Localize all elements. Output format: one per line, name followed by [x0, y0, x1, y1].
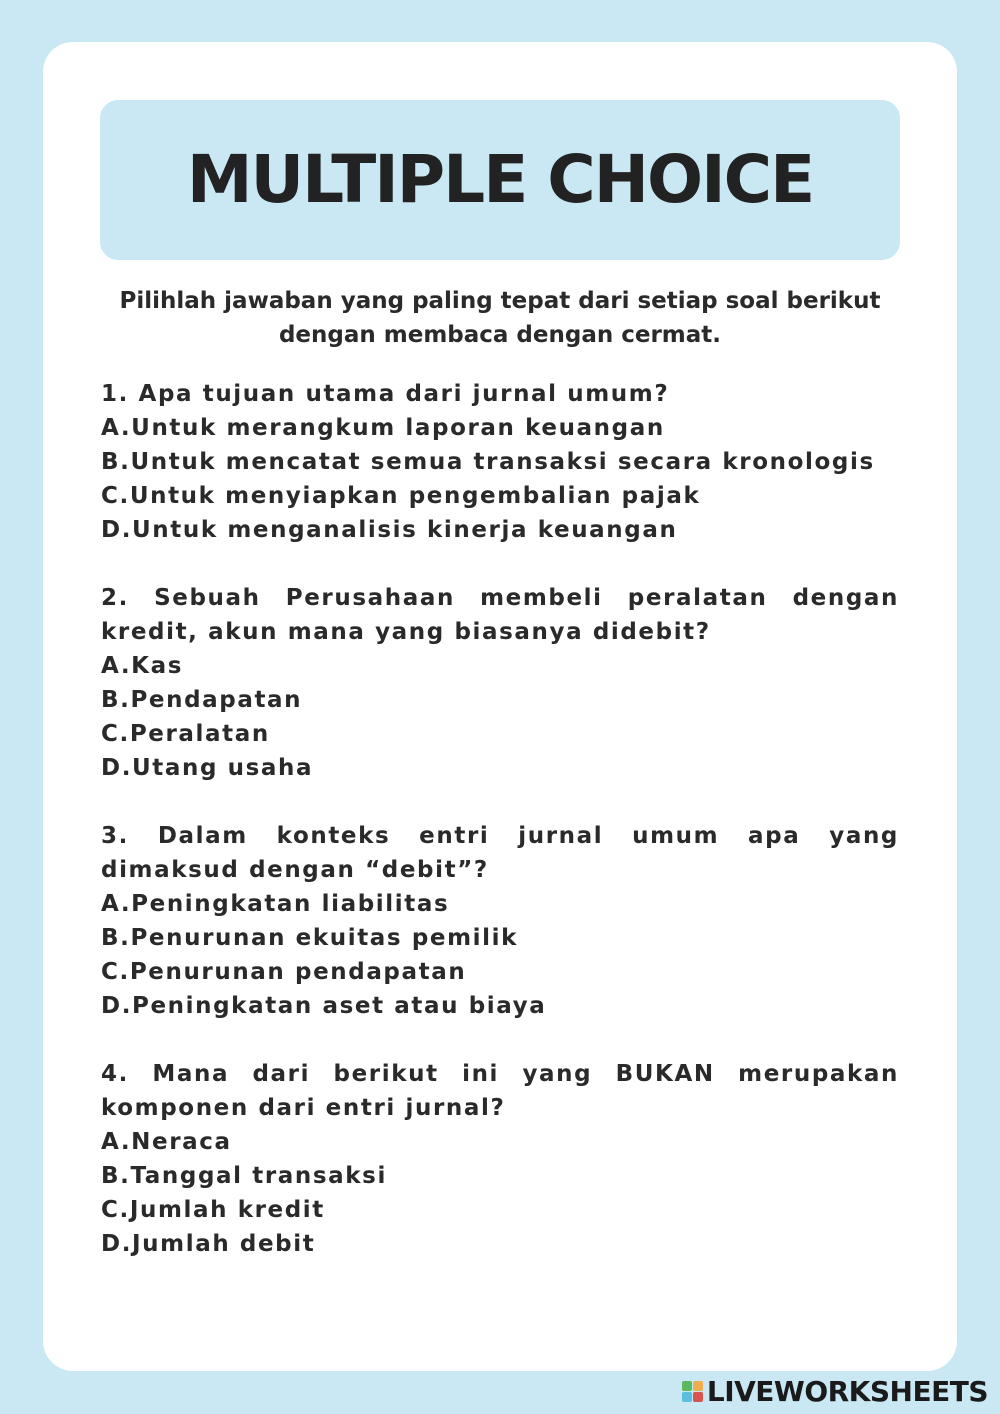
- option-d: D.Untuk menganalisis kinerja keuangan: [101, 517, 678, 543]
- option-c: C.Jumlah kredit: [101, 1197, 325, 1223]
- logo-square-red: [693, 1392, 703, 1402]
- question-text: 4. Mana dari berikut ini yang BUKAN merupakan komponen dari entri jurnal?: [101, 1061, 899, 1121]
- option-c: C.Penurunan pendapatan: [101, 959, 467, 985]
- option-b: B.Untuk mencatat semua transaksi secara kronologis: [101, 449, 875, 475]
- question-text: 1. Apa tujuan utama dari jurnal umum?: [101, 381, 670, 407]
- option-c: C.Peralatan: [101, 721, 270, 747]
- option-d: D.Jumlah debit: [101, 1231, 316, 1257]
- option-c: C.Untuk menyiapkan pengembalian pajak: [101, 483, 701, 509]
- question-list: [101, 377, 899, 1295]
- option-a: A.Untuk merangkum laporan keuangan: [101, 415, 665, 441]
- question-2: [101, 581, 899, 785]
- logo-text: LIVEWORKSHEETS: [706, 1375, 988, 1408]
- option-a: A.Kas: [101, 653, 183, 679]
- title-banner: [100, 100, 900, 260]
- question-1: [101, 377, 899, 547]
- option-d: D.Peningkatan aset atau biaya: [101, 993, 547, 1019]
- liveworksheets-logo-icon: [682, 1381, 703, 1402]
- instructions-text: Pilihlah jawaban yang paling tepat dari setiap soal berikut dengan membaca dengan cermat.: [119, 288, 881, 348]
- logo-square-green: [682, 1381, 692, 1391]
- question-text: 3. Dalam konteks entri jurnal umum apa yang dimaksud dengan “debit”?: [101, 823, 899, 883]
- logo-square-orange: [693, 1381, 703, 1391]
- option-d: D.Utang usaha: [101, 755, 314, 781]
- liveworksheets-logo[interactable]: [682, 1375, 988, 1408]
- question-3: [101, 819, 899, 1023]
- logo-square-blue: [682, 1392, 692, 1402]
- option-a: A.Peningkatan liabilitas: [101, 891, 450, 917]
- question-text: 2. Sebuah Perusahaan membeli peralatan dengan kredit, akun mana yang biasanya didebit?: [101, 585, 899, 645]
- option-b: B.Penurunan ekuitas pemilik: [101, 925, 519, 951]
- question-4: [101, 1057, 899, 1261]
- page-title: MULTIPLE CHOICE: [186, 141, 814, 218]
- option-a: A.Neraca: [101, 1129, 232, 1155]
- option-b: B.Tanggal transaksi: [101, 1163, 387, 1189]
- option-b: B.Pendapatan: [101, 687, 303, 713]
